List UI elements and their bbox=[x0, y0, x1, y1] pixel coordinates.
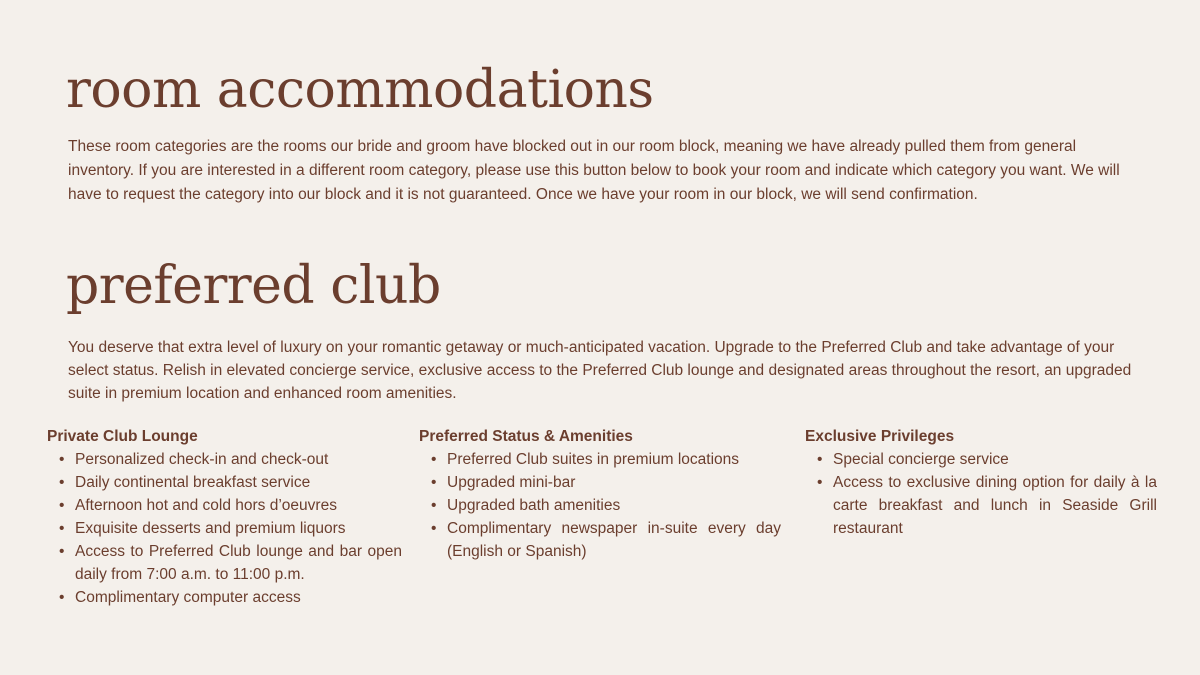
list-item-text: Personalized check-in and check-out bbox=[75, 451, 329, 468]
list-item bbox=[47, 494, 402, 517]
list-item bbox=[47, 586, 402, 609]
bullet-icon: • bbox=[59, 543, 65, 560]
list-item bbox=[419, 448, 781, 471]
list-item-text: Exquisite desserts and premium liquors bbox=[75, 520, 346, 537]
feature-list bbox=[805, 448, 1157, 540]
list-item-text: Preferred Club suites in premium locations bbox=[447, 451, 740, 468]
section-title-accommodations: room accommodations bbox=[66, 60, 654, 120]
feature-list bbox=[47, 448, 402, 609]
column-title: Preferred Status & Amenities bbox=[419, 428, 633, 445]
column-private-club-lounge bbox=[47, 425, 402, 609]
bullet-icon: • bbox=[431, 451, 437, 468]
column-title: Exclusive Privileges bbox=[805, 428, 955, 445]
list-item-text: Complimentary computer access bbox=[75, 589, 301, 606]
list-item bbox=[419, 517, 781, 563]
bullet-icon: • bbox=[59, 497, 65, 514]
list-item-text: Access to exclusive dining option for daily à la carte breakfast and lunch in Seaside Grill restaurant bbox=[833, 474, 1157, 537]
list-item-text: Access to Preferred Club lounge and bar open daily from 7:00 a.m. to 11:00 p.m. bbox=[75, 543, 402, 583]
accommodations-description: These room categories are the rooms our bride and groom have blocked out in our room block, meaning we have already pulled them from general inventory. If you are interested in a different room category, please use this button below to book your room and indicate which category you want. We will have to request the category into our block and it is not guaranteed. Once we have your room in our block, we will send confirmation. bbox=[68, 138, 1120, 203]
feature-list bbox=[419, 448, 781, 563]
bullet-icon: • bbox=[817, 474, 823, 491]
section-title-preferred-club: preferred club bbox=[66, 256, 441, 316]
bullet-icon: • bbox=[59, 589, 65, 606]
list-item bbox=[47, 517, 402, 540]
column-preferred-status-amenities bbox=[419, 425, 781, 563]
list-item bbox=[47, 540, 402, 586]
bullet-icon: • bbox=[431, 520, 437, 537]
list-item-text: Upgraded mini-bar bbox=[447, 474, 576, 491]
column-exclusive-privileges bbox=[805, 425, 1157, 540]
list-item-text: Special concierge service bbox=[833, 451, 1009, 468]
list-item bbox=[805, 448, 1157, 471]
list-item-text: Complimentary newspaper in-suite every day (English or Spanish) bbox=[447, 520, 781, 560]
list-item-text: Afternoon hot and cold hors d’oeuvres bbox=[75, 497, 337, 514]
bullet-icon: • bbox=[431, 497, 437, 514]
column-title: Private Club Lounge bbox=[47, 428, 198, 445]
list-item bbox=[47, 448, 402, 471]
bullet-icon: • bbox=[817, 451, 823, 468]
list-item-text: Upgraded bath amenities bbox=[447, 497, 621, 514]
bullet-icon: • bbox=[59, 451, 65, 468]
preferred-club-description: You deserve that extra level of luxury on your romantic getaway or much-anticipated vacation. Upgrade to the Preferred Club and take advantage of your select status. Relish in elevated concierge service, exclusive access to the Preferred Club lounge and designated areas throughout the resort, an upgraded suite in premium location and enhanced room amenities. bbox=[68, 339, 1132, 402]
list-item-text: Daily continental breakfast service bbox=[75, 474, 311, 491]
bullet-icon: • bbox=[431, 474, 437, 491]
list-item bbox=[47, 471, 402, 494]
list-item bbox=[419, 494, 781, 517]
bullet-icon: • bbox=[59, 474, 65, 491]
list-item bbox=[419, 471, 781, 494]
bullet-icon: • bbox=[59, 520, 65, 537]
list-item bbox=[805, 471, 1157, 540]
